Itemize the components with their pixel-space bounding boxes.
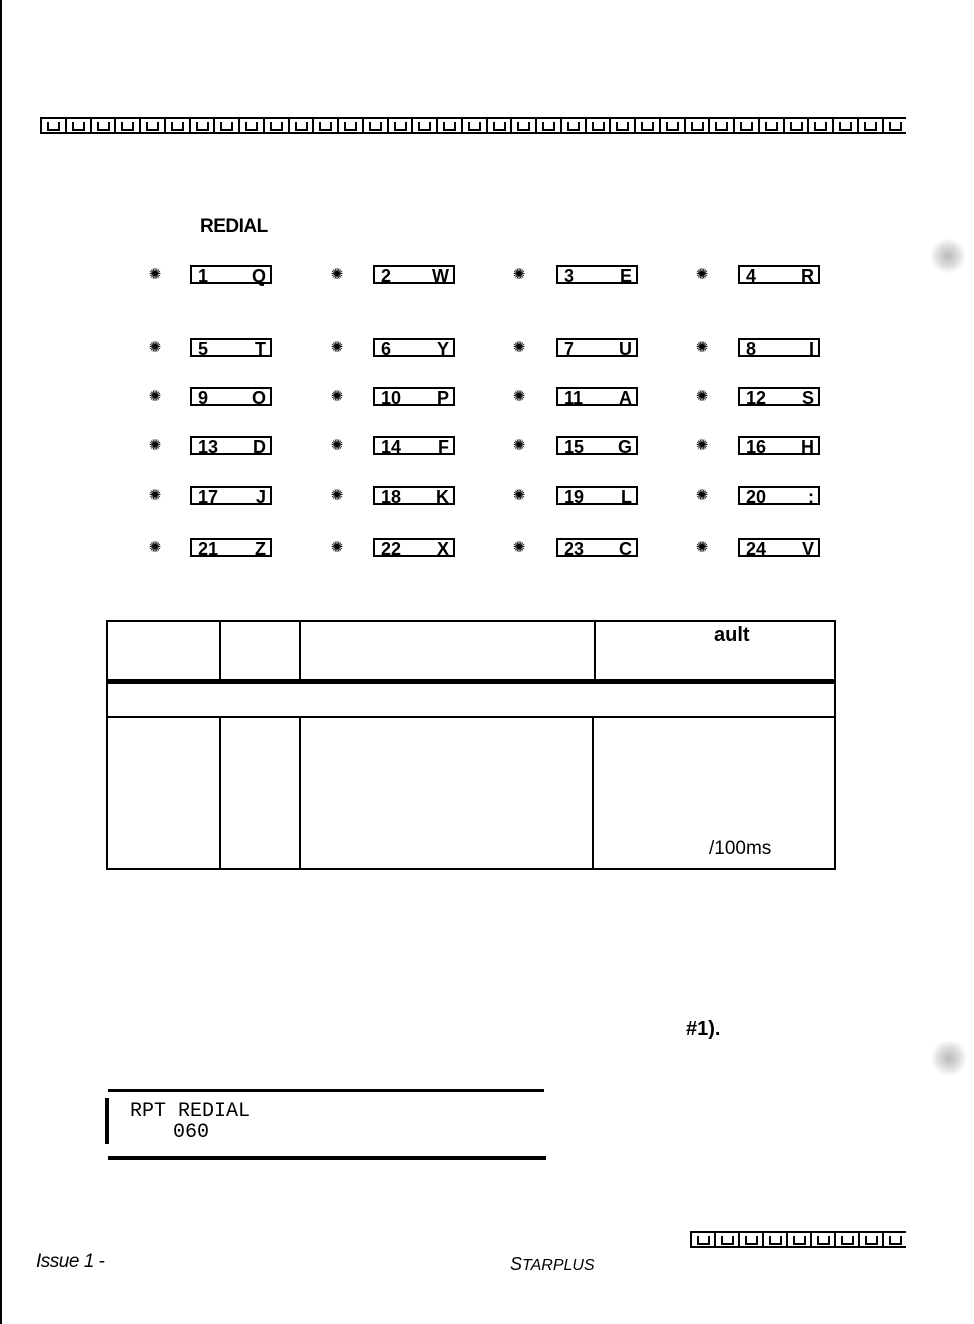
- greek-key-unit: [758, 117, 783, 134]
- greek-key-unit: [337, 117, 362, 134]
- section-title: REDIAL: [200, 216, 268, 237]
- lcd-line-2: 060: [173, 1121, 210, 1144]
- key-letter: V: [801, 539, 814, 559]
- greek-key-unit: [238, 117, 263, 134]
- key-1: [190, 265, 272, 284]
- greek-key-unit: [738, 1231, 762, 1248]
- key-number: 4: [746, 266, 757, 286]
- greek-key-unit: [786, 1231, 810, 1248]
- key-letter: Z: [255, 539, 266, 559]
- key-number: 11: [564, 388, 584, 408]
- scan-speckle-top-right: [930, 238, 966, 274]
- key-9: [190, 387, 272, 406]
- key-12: [738, 387, 820, 406]
- greek-key-unit: [733, 117, 758, 134]
- key-marker-icon: ✺: [148, 487, 162, 504]
- greek-key-unit: [560, 117, 585, 134]
- table-border-right: [834, 620, 836, 870]
- greek-key-unit: [857, 117, 882, 134]
- key-2: [373, 265, 455, 284]
- key-letter: R: [801, 266, 814, 286]
- greek-key-unit: [461, 117, 486, 134]
- greek-key-unit: [288, 117, 313, 134]
- greek-key-unit: [189, 117, 214, 134]
- table-border-bottom: [106, 868, 836, 870]
- key-20: [738, 486, 820, 505]
- key-letter: S: [801, 388, 814, 408]
- key-number: 2: [381, 266, 392, 286]
- greek-key-unit: [690, 1231, 714, 1248]
- scan-speckle-lower-right: [930, 1040, 968, 1076]
- key-letter: J: [255, 487, 266, 507]
- key-22: [373, 538, 455, 557]
- greek-key-unit: [164, 117, 189, 134]
- greek-key-unit: [783, 117, 808, 134]
- footer-brand-rest: TARPLUS: [522, 1257, 595, 1274]
- key-marker-icon: ✺: [512, 487, 526, 504]
- key-letter: X: [436, 539, 449, 559]
- key-letter: C: [619, 539, 632, 559]
- key-number: 14: [381, 437, 402, 457]
- key-18: [373, 486, 455, 505]
- table-border-top: [106, 620, 836, 622]
- key-letter: I: [808, 339, 814, 359]
- key-marker-icon: ✺: [512, 339, 526, 356]
- key-marker-icon: ✺: [330, 487, 344, 504]
- key-number: 17: [198, 487, 219, 507]
- table-header-default: ault: [714, 624, 750, 646]
- greek-key-unit: [213, 117, 238, 134]
- key-19: [556, 486, 638, 505]
- key-number: 6: [381, 339, 392, 359]
- greek-key-unit: [708, 117, 733, 134]
- key-letter: U: [619, 339, 632, 359]
- key-number: 7: [564, 339, 575, 359]
- key-7: [556, 338, 638, 357]
- greek-key-unit: [263, 117, 288, 134]
- key-marker-icon: ✺: [695, 339, 709, 356]
- key-letter: O: [251, 388, 266, 408]
- greek-key-unit: [585, 117, 610, 134]
- greek-key-unit: [535, 117, 560, 134]
- key-number: 21: [198, 539, 219, 559]
- parameter-table: [106, 620, 836, 870]
- key-letter: F: [438, 437, 449, 457]
- key-number: 23: [564, 539, 585, 559]
- key-number: 18: [381, 487, 402, 507]
- key-4: [738, 265, 820, 284]
- greek-key-border-bottom: [690, 1231, 906, 1249]
- key-number: 13: [198, 437, 219, 457]
- greek-key-unit: [882, 117, 907, 134]
- key-letter: L: [621, 487, 632, 507]
- greek-key-unit: [387, 117, 412, 134]
- key-13: [190, 436, 272, 455]
- greek-key-unit: [90, 117, 115, 134]
- table-header-rule: [106, 679, 836, 684]
- greek-key-unit: [762, 1231, 786, 1248]
- key-marker-icon: ✺: [512, 266, 526, 283]
- key-marker-icon: ✺: [148, 339, 162, 356]
- key-15: [556, 436, 638, 455]
- key-number: 12: [746, 388, 767, 408]
- key-marker-icon: ✺: [148, 437, 162, 454]
- greek-key-unit: [411, 117, 436, 134]
- key-letter: Q: [251, 266, 266, 286]
- table-subheader-rule: [106, 716, 836, 718]
- lcd-rule-left: [105, 1098, 109, 1144]
- key-23: [556, 538, 638, 557]
- note-reference: #1).: [686, 1018, 721, 1040]
- key-marker-icon: ✺: [512, 388, 526, 405]
- key-number: 9: [198, 388, 209, 408]
- key-3: [556, 265, 638, 284]
- key-letter: W: [432, 266, 449, 286]
- key-number: 16: [746, 437, 767, 457]
- key-number: 8: [746, 339, 757, 359]
- key-marker-icon: ✺: [148, 388, 162, 405]
- key-letter: T: [255, 339, 266, 359]
- greek-key-unit: [362, 117, 387, 134]
- key-marker-icon: ✺: [695, 437, 709, 454]
- footer-brand-initial: S: [510, 1254, 523, 1274]
- key-marker-icon: ✺: [512, 539, 526, 556]
- key-letter: Y: [436, 339, 449, 359]
- greek-key-unit: [659, 117, 684, 134]
- greek-key-unit: [312, 117, 337, 134]
- key-marker-icon: ✺: [695, 487, 709, 504]
- greek-key-unit: [834, 1231, 858, 1248]
- table-col-divider-2b: [299, 717, 301, 870]
- key-number: 22: [381, 539, 402, 559]
- key-14: [373, 436, 455, 455]
- key-number: 20: [746, 487, 767, 507]
- page-left-rule: [0, 0, 2, 1324]
- key-marker-icon: ✺: [330, 388, 344, 405]
- greek-key-unit: [882, 1231, 906, 1248]
- greek-key-unit: [65, 117, 90, 134]
- table-col-divider-1: [219, 620, 221, 680]
- key-letter: E: [619, 266, 632, 286]
- key-24: [738, 538, 820, 557]
- key-marker-icon: ✺: [330, 339, 344, 356]
- table-col-divider-3b: [592, 717, 594, 870]
- key-11: [556, 387, 638, 406]
- key-number: 1: [198, 266, 209, 286]
- greek-key-unit: [858, 1231, 882, 1248]
- key-21: [190, 538, 272, 557]
- greek-key-unit: [832, 117, 857, 134]
- greek-key-border-top: [40, 117, 906, 135]
- lcd-rule-top: [108, 1089, 544, 1092]
- key-marker-icon: ✺: [148, 539, 162, 556]
- key-letter: H: [801, 437, 814, 457]
- greek-key-unit: [139, 117, 164, 134]
- key-letter: G: [617, 437, 632, 457]
- footer-issue: Issue 1 -: [36, 1251, 105, 1272]
- greek-key-unit: [114, 117, 139, 134]
- greek-key-unit: [436, 117, 461, 134]
- greek-key-unit: [609, 117, 634, 134]
- greek-key-unit: [807, 117, 832, 134]
- key-number: 5: [198, 339, 209, 359]
- greek-key-unit: [684, 117, 709, 134]
- key-10: [373, 387, 455, 406]
- key-marker-icon: ✺: [695, 266, 709, 283]
- key-5: [190, 338, 272, 357]
- key-letter: P: [436, 388, 449, 408]
- table-col-divider-2: [299, 620, 301, 680]
- key-letter: :: [808, 487, 814, 507]
- key-marker-icon: ✺: [330, 266, 344, 283]
- key-number: 10: [381, 388, 402, 408]
- greek-key-unit: [40, 117, 65, 134]
- greek-key-unit: [486, 117, 511, 134]
- key-number: 24: [746, 539, 767, 559]
- key-marker-icon: ✺: [512, 437, 526, 454]
- lcd-line-1: RPT REDIAL: [130, 1100, 251, 1123]
- key-16: [738, 436, 820, 455]
- key-8: [738, 338, 820, 357]
- key-6: [373, 338, 455, 357]
- key-marker-icon: ✺: [148, 266, 162, 283]
- lcd-rule-bottom: [108, 1156, 546, 1160]
- key-17: [190, 486, 272, 505]
- table-border-left: [106, 620, 108, 870]
- key-letter: K: [436, 487, 449, 507]
- key-marker-icon: ✺: [330, 539, 344, 556]
- key-marker-icon: ✺: [330, 437, 344, 454]
- key-number: 3: [564, 266, 575, 286]
- table-col-divider-3: [594, 620, 596, 680]
- key-marker-icon: ✺: [695, 539, 709, 556]
- footer-brand: [510, 1254, 595, 1275]
- key-letter: A: [619, 388, 632, 408]
- greek-key-unit: [634, 117, 659, 134]
- key-number: 19: [564, 487, 585, 507]
- key-marker-icon: ✺: [695, 388, 709, 405]
- table-unit-label: /100ms: [709, 838, 772, 859]
- table-col-divider-1b: [219, 717, 221, 870]
- key-letter: D: [253, 437, 266, 457]
- greek-key-unit: [510, 117, 535, 134]
- greek-key-unit: [810, 1231, 834, 1248]
- greek-key-unit: [714, 1231, 738, 1248]
- key-number: 15: [564, 437, 585, 457]
